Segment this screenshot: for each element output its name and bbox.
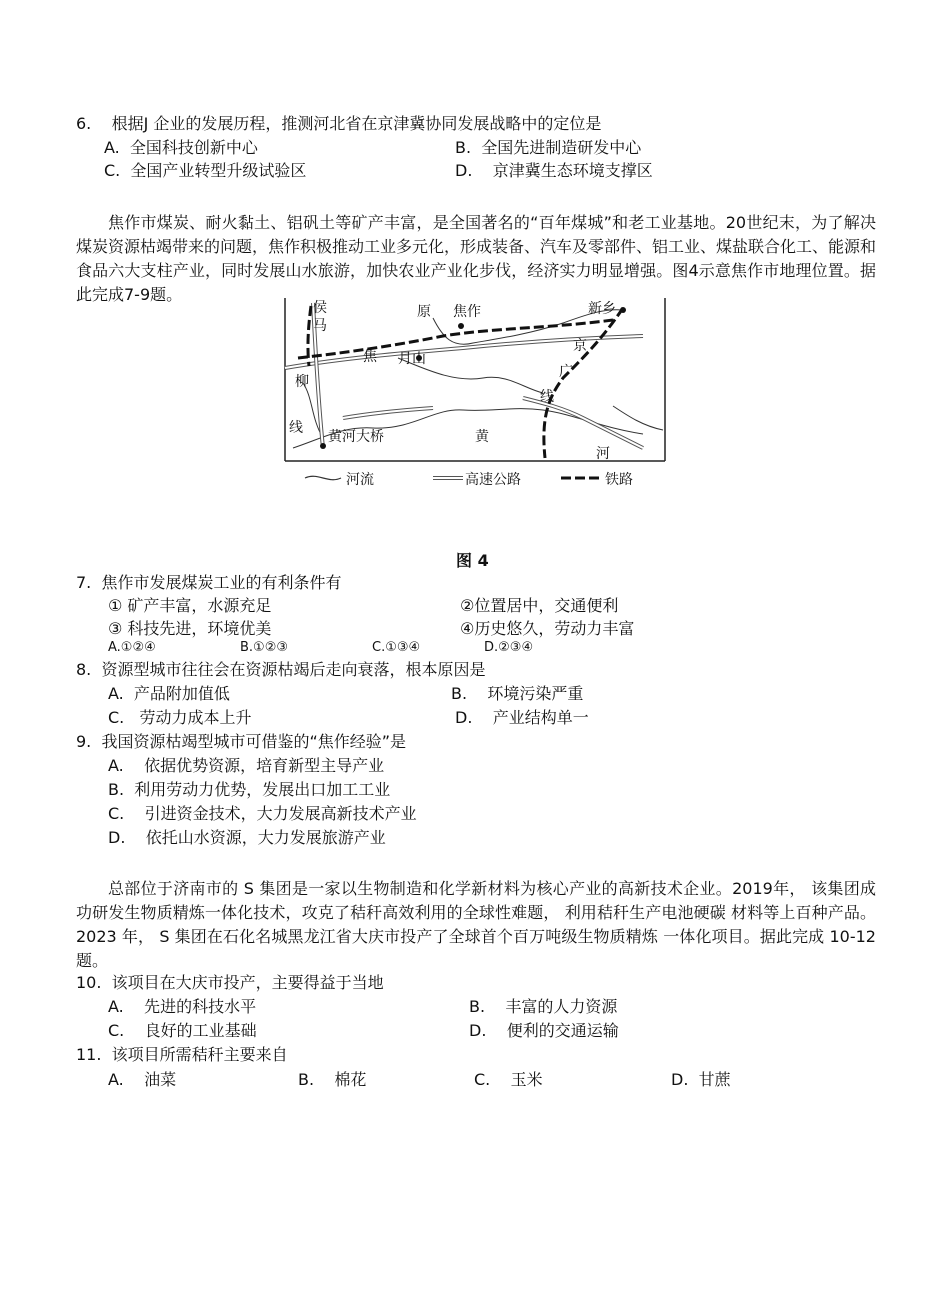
map-legend [305,471,633,488]
q8-option-b: B. 环境污染严重 [451,684,584,703]
map-label-xian-jingguang: 线 [540,389,554,405]
q10-option-d: D. 便利的交通运输 [469,1021,619,1040]
map-label-jiaozuo: 焦作 [453,304,481,320]
q7-statement-4: ④历史悠久，劳动力丰富 [460,619,635,638]
q11-option-d: D. 甘蔗 [671,1070,731,1089]
q10-option-a: A. 先进的科技水平 [108,997,257,1016]
q7-statement-1: ① 矿产丰富，水源充足 [108,596,272,615]
passage-s-group: 总部位于济南市的 S 集团是一家以生物制造和化学新材料为核心产业的高新技术企业。2019年， 该集团成功研发生物质精炼一体化技术，攻克了秸秆高效利用的全球性难题， 利用秸秆生产电池硬碳 材料等上百种产品。2023 年， S 集团在石化名城黑龙江省大庆市投产了全球首个百万吨级生物质精炼 一体化项目。据此完成 10-12 题。 [76,879,876,970]
q10-stem: 10. 该项目在大庆市投产，主要得益于当地 [76,973,384,992]
q9-stem: 9. 我国资源枯竭型城市可借鉴的“焦作经验”是 [76,732,407,751]
river-line [613,406,663,430]
q10-option-b: B. 丰富的人力资源 [469,997,618,1016]
highway-line [285,336,643,368]
q11-option-b: B. 棉花 [298,1070,367,1089]
map-label-bridge: 黄河大桥 [328,429,384,445]
q9-option-c: C. 引进资金技术，大力发展高新技术产业 [108,804,417,823]
q8-option-d: D. 产业结构单一 [455,708,589,727]
map-label-liu: 柳 [295,374,309,390]
figure-caption: 图 4 [456,551,489,570]
map-label-xinxiang: 新乡 [588,301,616,317]
q7-stem: 7. 焦作市发展煤炭工业的有利条件有 [76,573,342,592]
q11-option-a: A. 油菜 [108,1070,177,1089]
q7-option-d: D.②③④ [484,640,534,655]
highway-line [285,336,643,368]
q10-option-c: C. 良好的工业基础 [108,1021,257,1040]
q6-option-c: C. 全国产业转型升级试验区 [104,161,307,180]
q8-option-a: A. 产品附加值低 [108,684,230,703]
q7-option-b: B.①②③ [240,640,289,655]
map-label-ma: 马 [313,318,327,334]
map-label-xian-houliu: 线 [289,420,303,436]
q9-option-a: A. 依据优势资源，培育新型主导产业 [108,756,385,775]
q7-option-a: A.①②④ [108,640,156,655]
city-marker [620,307,626,313]
map-label-jiao: 焦 [363,349,377,365]
railway-line [544,308,623,458]
map-label-he: 河 [596,446,610,462]
city-marker [458,323,464,329]
legend-river-symbol [305,476,341,479]
q6-option-d: D. 京津冀生态环境支撑区 [455,161,653,180]
highway-line [523,398,643,448]
q11-stem: 11. 该项目所需秸秆主要来自 [76,1045,288,1064]
q8-option-c: C. 劳动力成本上升 [108,708,252,727]
map-label-guang: 广 [559,364,573,380]
legend-river-label: 河流 [346,472,374,488]
q6-option-a: A. 全国科技创新中心 [104,138,258,157]
jiaozuo-location-map [283,298,667,498]
q9-option-d: D. 依托山水资源，大力发展旅游产业 [108,828,386,847]
railway-line [308,306,311,366]
legend-railway-label: 铁路 [605,472,633,488]
map-label-yueshan: 月山 [398,351,426,367]
city-marker [320,443,326,449]
map-label-huang: 黄 [475,429,489,445]
passage-jiaozuo: 焦作市煤炭、耐火黏土、铝矾土等矿产丰富，是全国著名的“百年煤城”和老工业基地。20世纪末，为了解决煤炭资源枯竭带来的问题，焦作积极推动工业多元化，形成装备、汽车及零部件、铝工业、煤盐联合化工、能源和食品六大支柱产业，同时发展山水旅游，加快农业产业化步伐，经济实力明显增强。图4示意焦作市地理位置。据此完成7-9题。 [76,213,877,304]
map-label-yuan: 原 [417,304,431,320]
map-label-jing: 京 [573,338,587,354]
q11-option-c: C. 玉米 [474,1070,543,1089]
q9-option-b: B. 利用劳动力优势，发展出口加工工业 [108,780,391,799]
q7-option-c: C.①③④ [372,640,421,655]
q6-stem: 6. 根据J 企业的发展历程，推测河北省在京津冀协同发展战略中的定位是 [76,114,602,133]
map-label-hou: 侯 [313,300,327,316]
legend-highway-label: 高速公路 [465,472,521,488]
q6-option-b: B. 全国先进制造研发中心 [455,138,642,157]
q7-statement-2: ②位置居中，交通便利 [460,596,619,615]
q8-stem: 8. 资源型城市往往会在资源枯竭后走向衰落，根本原因是 [76,660,486,679]
q7-statement-3: ③ 科技先进，环境优美 [108,619,272,638]
